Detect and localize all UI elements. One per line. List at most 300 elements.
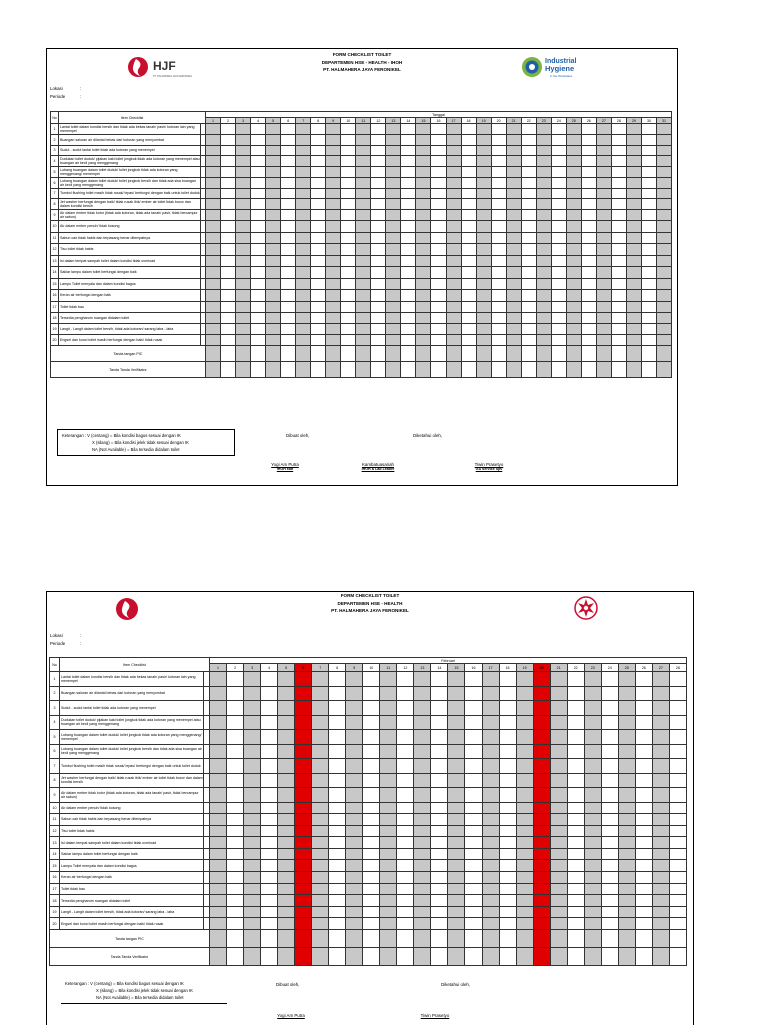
signature-cell[interactable] (251, 362, 266, 378)
check-cell[interactable] (251, 135, 266, 146)
check-cell[interactable] (465, 814, 482, 826)
check-cell[interactable] (356, 232, 371, 244)
check-cell[interactable] (341, 267, 356, 279)
check-cell[interactable] (533, 744, 550, 759)
check-cell[interactable] (244, 906, 261, 918)
check-cell[interactable] (641, 335, 656, 346)
check-cell[interactable] (326, 188, 341, 199)
signature-cell[interactable] (566, 346, 581, 362)
check-cell[interactable] (326, 221, 341, 233)
check-cell[interactable] (536, 135, 551, 146)
check-cell[interactable] (618, 872, 635, 884)
check-cell[interactable] (536, 290, 551, 302)
check-cell[interactable] (611, 335, 626, 346)
check-cell[interactable] (356, 313, 371, 324)
check-cell[interactable] (476, 324, 491, 335)
check-cell[interactable] (533, 814, 550, 826)
check-cell[interactable] (251, 267, 266, 279)
check-cell[interactable] (326, 313, 341, 324)
check-cell[interactable] (567, 773, 584, 788)
check-cell[interactable] (499, 814, 516, 826)
check-cell[interactable] (397, 883, 414, 895)
check-cell[interactable] (596, 232, 611, 244)
check-cell[interactable] (465, 788, 482, 803)
check-cell[interactable] (431, 730, 448, 745)
check-cell[interactable] (244, 744, 261, 759)
check-cell[interactable] (461, 156, 476, 167)
check-cell[interactable] (567, 730, 584, 745)
check-cell[interactable] (236, 324, 251, 335)
check-cell[interactable] (521, 267, 536, 279)
check-cell[interactable] (227, 672, 244, 687)
check-cell[interactable] (295, 715, 312, 730)
check-cell[interactable] (401, 313, 416, 324)
check-cell[interactable] (356, 278, 371, 290)
signature-cell[interactable] (446, 362, 461, 378)
check-cell[interactable] (266, 221, 281, 233)
check-cell[interactable] (596, 255, 611, 267)
check-cell[interactable] (414, 918, 431, 930)
signature-cell[interactable] (626, 346, 641, 362)
check-cell[interactable] (516, 701, 533, 716)
check-cell[interactable] (311, 324, 326, 335)
check-cell[interactable] (386, 335, 401, 346)
check-cell[interactable] (506, 210, 521, 221)
check-cell[interactable] (656, 167, 671, 178)
check-cell[interactable] (601, 744, 618, 759)
check-cell[interactable] (461, 267, 476, 279)
check-cell[interactable] (414, 814, 431, 826)
check-cell[interactable] (227, 759, 244, 774)
check-cell[interactable] (206, 324, 221, 335)
check-cell[interactable] (251, 301, 266, 313)
check-cell[interactable] (533, 686, 550, 701)
check-cell[interactable] (635, 895, 652, 907)
check-cell[interactable] (669, 701, 686, 716)
check-cell[interactable] (516, 848, 533, 860)
check-cell[interactable] (669, 759, 686, 774)
check-cell[interactable] (465, 715, 482, 730)
check-cell[interactable] (584, 895, 601, 907)
check-cell[interactable] (566, 135, 581, 146)
check-cell[interactable] (380, 686, 397, 701)
check-cell[interactable] (461, 301, 476, 313)
check-cell[interactable] (611, 221, 626, 233)
check-cell[interactable] (281, 278, 296, 290)
check-cell[interactable] (618, 686, 635, 701)
check-cell[interactable] (227, 814, 244, 826)
check-cell[interactable] (482, 825, 499, 837)
check-cell[interactable] (461, 290, 476, 302)
check-cell[interactable] (261, 837, 278, 849)
check-cell[interactable] (401, 324, 416, 335)
check-cell[interactable] (261, 672, 278, 687)
check-cell[interactable] (516, 715, 533, 730)
check-cell[interactable] (236, 278, 251, 290)
check-cell[interactable] (465, 918, 482, 930)
check-cell[interactable] (476, 267, 491, 279)
signature-cell[interactable] (346, 948, 363, 966)
check-cell[interactable] (221, 210, 236, 221)
check-cell[interactable] (506, 177, 521, 188)
check-cell[interactable] (295, 825, 312, 837)
check-cell[interactable] (448, 906, 465, 918)
check-cell[interactable] (278, 715, 295, 730)
check-cell[interactable] (550, 744, 567, 759)
check-cell[interactable] (266, 135, 281, 146)
check-cell[interactable] (386, 267, 401, 279)
check-cell[interactable] (380, 918, 397, 930)
check-cell[interactable] (550, 730, 567, 745)
check-cell[interactable] (584, 883, 601, 895)
check-cell[interactable] (329, 918, 346, 930)
check-cell[interactable] (341, 278, 356, 290)
check-cell[interactable] (431, 814, 448, 826)
check-cell[interactable] (371, 335, 386, 346)
check-cell[interactable] (236, 255, 251, 267)
check-cell[interactable] (506, 313, 521, 324)
check-cell[interactable] (227, 872, 244, 884)
check-cell[interactable] (397, 895, 414, 907)
check-cell[interactable] (278, 848, 295, 860)
check-cell[interactable] (516, 918, 533, 930)
signature-cell[interactable] (551, 362, 566, 378)
check-cell[interactable] (641, 199, 656, 210)
check-cell[interactable] (611, 124, 626, 135)
check-cell[interactable] (596, 278, 611, 290)
check-cell[interactable] (431, 199, 446, 210)
signature-cell[interactable] (516, 948, 533, 966)
check-cell[interactable] (363, 895, 380, 907)
check-cell[interactable] (566, 290, 581, 302)
check-cell[interactable] (416, 210, 431, 221)
check-cell[interactable] (516, 744, 533, 759)
signature-cell[interactable] (311, 362, 326, 378)
signature-cell[interactable] (397, 930, 414, 948)
check-cell[interactable] (516, 906, 533, 918)
check-cell[interactable] (533, 672, 550, 687)
check-cell[interactable] (380, 848, 397, 860)
check-cell[interactable] (550, 825, 567, 837)
check-cell[interactable] (596, 188, 611, 199)
check-cell[interactable] (251, 221, 266, 233)
check-cell[interactable] (397, 860, 414, 872)
check-cell[interactable] (431, 244, 446, 256)
check-cell[interactable] (611, 278, 626, 290)
check-cell[interactable] (567, 759, 584, 774)
check-cell[interactable] (521, 167, 536, 178)
signature-cell[interactable] (567, 930, 584, 948)
check-cell[interactable] (380, 773, 397, 788)
signature-cell[interactable] (414, 948, 431, 966)
check-cell[interactable] (296, 290, 311, 302)
check-cell[interactable] (465, 872, 482, 884)
check-cell[interactable] (397, 773, 414, 788)
check-cell[interactable] (482, 895, 499, 907)
check-cell[interactable] (312, 701, 329, 716)
check-cell[interactable] (227, 686, 244, 701)
check-cell[interactable] (356, 135, 371, 146)
check-cell[interactable] (380, 860, 397, 872)
check-cell[interactable] (431, 759, 448, 774)
check-cell[interactable] (641, 221, 656, 233)
check-cell[interactable] (371, 301, 386, 313)
check-cell[interactable] (296, 232, 311, 244)
check-cell[interactable] (448, 802, 465, 814)
check-cell[interactable] (516, 802, 533, 814)
check-cell[interactable] (311, 177, 326, 188)
check-cell[interactable] (566, 188, 581, 199)
check-cell[interactable] (261, 759, 278, 774)
check-cell[interactable] (601, 918, 618, 930)
check-cell[interactable] (281, 244, 296, 256)
check-cell[interactable] (397, 744, 414, 759)
check-cell[interactable] (656, 244, 671, 256)
check-cell[interactable] (465, 837, 482, 849)
check-cell[interactable] (635, 883, 652, 895)
check-cell[interactable] (281, 255, 296, 267)
check-cell[interactable] (506, 267, 521, 279)
check-cell[interactable] (499, 918, 516, 930)
check-cell[interactable] (346, 872, 363, 884)
check-cell[interactable] (551, 156, 566, 167)
check-cell[interactable] (371, 267, 386, 279)
check-cell[interactable] (596, 124, 611, 135)
signature-cell[interactable] (550, 948, 567, 966)
check-cell[interactable] (482, 906, 499, 918)
check-cell[interactable] (210, 837, 227, 849)
check-cell[interactable] (221, 156, 236, 167)
check-cell[interactable] (416, 301, 431, 313)
check-cell[interactable] (465, 744, 482, 759)
check-cell[interactable] (401, 156, 416, 167)
signature-cell[interactable] (206, 346, 221, 362)
check-cell[interactable] (584, 802, 601, 814)
check-cell[interactable] (618, 837, 635, 849)
check-cell[interactable] (641, 167, 656, 178)
check-cell[interactable] (521, 145, 536, 156)
check-cell[interactable] (635, 872, 652, 884)
check-cell[interactable] (567, 715, 584, 730)
check-cell[interactable] (652, 825, 669, 837)
check-cell[interactable] (206, 313, 221, 324)
check-cell[interactable] (581, 135, 596, 146)
check-cell[interactable] (431, 918, 448, 930)
check-cell[interactable] (206, 278, 221, 290)
signature-cell[interactable] (499, 948, 516, 966)
check-cell[interactable] (656, 199, 671, 210)
check-cell[interactable] (386, 301, 401, 313)
check-cell[interactable] (221, 145, 236, 156)
check-cell[interactable] (566, 177, 581, 188)
signature-cell[interactable] (386, 346, 401, 362)
check-cell[interactable] (251, 199, 266, 210)
check-cell[interactable] (491, 177, 506, 188)
check-cell[interactable] (506, 199, 521, 210)
check-cell[interactable] (499, 895, 516, 907)
check-cell[interactable] (414, 701, 431, 716)
check-cell[interactable] (601, 788, 618, 803)
check-cell[interactable] (251, 278, 266, 290)
check-cell[interactable] (386, 232, 401, 244)
check-cell[interactable] (448, 773, 465, 788)
check-cell[interactable] (431, 837, 448, 849)
check-cell[interactable] (506, 188, 521, 199)
signature-cell[interactable] (656, 362, 671, 378)
check-cell[interactable] (551, 177, 566, 188)
check-cell[interactable] (329, 672, 346, 687)
check-cell[interactable] (461, 324, 476, 335)
check-cell[interactable] (626, 313, 641, 324)
check-cell[interactable] (482, 883, 499, 895)
check-cell[interactable] (465, 895, 482, 907)
check-cell[interactable] (227, 802, 244, 814)
check-cell[interactable] (611, 167, 626, 178)
check-cell[interactable] (611, 255, 626, 267)
check-cell[interactable] (465, 686, 482, 701)
check-cell[interactable] (210, 860, 227, 872)
check-cell[interactable] (641, 135, 656, 146)
check-cell[interactable] (244, 895, 261, 907)
signature-cell[interactable] (281, 362, 296, 378)
check-cell[interactable] (346, 773, 363, 788)
signature-cell[interactable] (312, 948, 329, 966)
check-cell[interactable] (533, 918, 550, 930)
check-cell[interactable] (601, 715, 618, 730)
check-cell[interactable] (506, 335, 521, 346)
check-cell[interactable] (461, 188, 476, 199)
check-cell[interactable] (476, 124, 491, 135)
check-cell[interactable] (669, 906, 686, 918)
check-cell[interactable] (312, 918, 329, 930)
check-cell[interactable] (341, 221, 356, 233)
check-cell[interactable] (618, 883, 635, 895)
check-cell[interactable] (266, 255, 281, 267)
check-cell[interactable] (601, 906, 618, 918)
check-cell[interactable] (448, 672, 465, 687)
check-cell[interactable] (581, 232, 596, 244)
check-cell[interactable] (476, 221, 491, 233)
check-cell[interactable] (476, 232, 491, 244)
check-cell[interactable] (584, 672, 601, 687)
check-cell[interactable] (278, 860, 295, 872)
check-cell[interactable] (656, 301, 671, 313)
check-cell[interactable] (431, 701, 448, 716)
check-cell[interactable] (206, 145, 221, 156)
check-cell[interactable] (635, 730, 652, 745)
check-cell[interactable] (567, 906, 584, 918)
signature-cell[interactable] (448, 930, 465, 948)
check-cell[interactable] (311, 278, 326, 290)
check-cell[interactable] (618, 715, 635, 730)
check-cell[interactable] (656, 313, 671, 324)
check-cell[interactable] (311, 188, 326, 199)
check-cell[interactable] (341, 301, 356, 313)
check-cell[interactable] (641, 145, 656, 156)
check-cell[interactable] (446, 301, 461, 313)
signature-cell[interactable] (261, 930, 278, 948)
check-cell[interactable] (431, 232, 446, 244)
check-cell[interactable] (311, 135, 326, 146)
check-cell[interactable] (236, 335, 251, 346)
check-cell[interactable] (312, 837, 329, 849)
check-cell[interactable] (266, 124, 281, 135)
check-cell[interactable] (431, 773, 448, 788)
check-cell[interactable] (521, 232, 536, 244)
check-cell[interactable] (431, 255, 446, 267)
check-cell[interactable] (295, 860, 312, 872)
check-cell[interactable] (446, 199, 461, 210)
check-cell[interactable] (210, 895, 227, 907)
check-cell[interactable] (416, 124, 431, 135)
check-cell[interactable] (236, 167, 251, 178)
check-cell[interactable] (499, 773, 516, 788)
check-cell[interactable] (221, 135, 236, 146)
check-cell[interactable] (656, 255, 671, 267)
check-cell[interactable] (656, 221, 671, 233)
check-cell[interactable] (652, 814, 669, 826)
check-cell[interactable] (356, 156, 371, 167)
check-cell[interactable] (295, 686, 312, 701)
check-cell[interactable] (476, 145, 491, 156)
check-cell[interactable] (551, 124, 566, 135)
signature-cell[interactable] (491, 362, 506, 378)
check-cell[interactable] (567, 802, 584, 814)
check-cell[interactable] (656, 267, 671, 279)
check-cell[interactable] (278, 814, 295, 826)
check-cell[interactable] (669, 730, 686, 745)
signature-cell[interactable] (431, 930, 448, 948)
check-cell[interactable] (482, 686, 499, 701)
check-cell[interactable] (371, 145, 386, 156)
check-cell[interactable] (584, 825, 601, 837)
check-cell[interactable] (206, 156, 221, 167)
check-cell[interactable] (401, 221, 416, 233)
check-cell[interactable] (448, 788, 465, 803)
check-cell[interactable] (635, 860, 652, 872)
check-cell[interactable] (386, 290, 401, 302)
signature-cell[interactable] (210, 948, 227, 966)
check-cell[interactable] (296, 335, 311, 346)
check-cell[interactable] (261, 825, 278, 837)
check-cell[interactable] (551, 267, 566, 279)
check-cell[interactable] (431, 895, 448, 907)
check-cell[interactable] (356, 335, 371, 346)
check-cell[interactable] (244, 672, 261, 687)
signature-cell[interactable] (476, 346, 491, 362)
check-cell[interactable] (380, 814, 397, 826)
check-cell[interactable] (567, 672, 584, 687)
check-cell[interactable] (551, 232, 566, 244)
check-cell[interactable] (476, 199, 491, 210)
signature-cell[interactable] (281, 346, 296, 362)
signature-cell[interactable] (266, 346, 281, 362)
check-cell[interactable] (465, 730, 482, 745)
check-cell[interactable] (482, 759, 499, 774)
check-cell[interactable] (521, 135, 536, 146)
check-cell[interactable] (536, 301, 551, 313)
check-cell[interactable] (431, 672, 448, 687)
check-cell[interactable] (618, 759, 635, 774)
check-cell[interactable] (669, 672, 686, 687)
check-cell[interactable] (227, 730, 244, 745)
check-cell[interactable] (397, 848, 414, 860)
check-cell[interactable] (431, 267, 446, 279)
check-cell[interactable] (227, 837, 244, 849)
check-cell[interactable] (581, 188, 596, 199)
check-cell[interactable] (221, 301, 236, 313)
check-cell[interactable] (261, 906, 278, 918)
